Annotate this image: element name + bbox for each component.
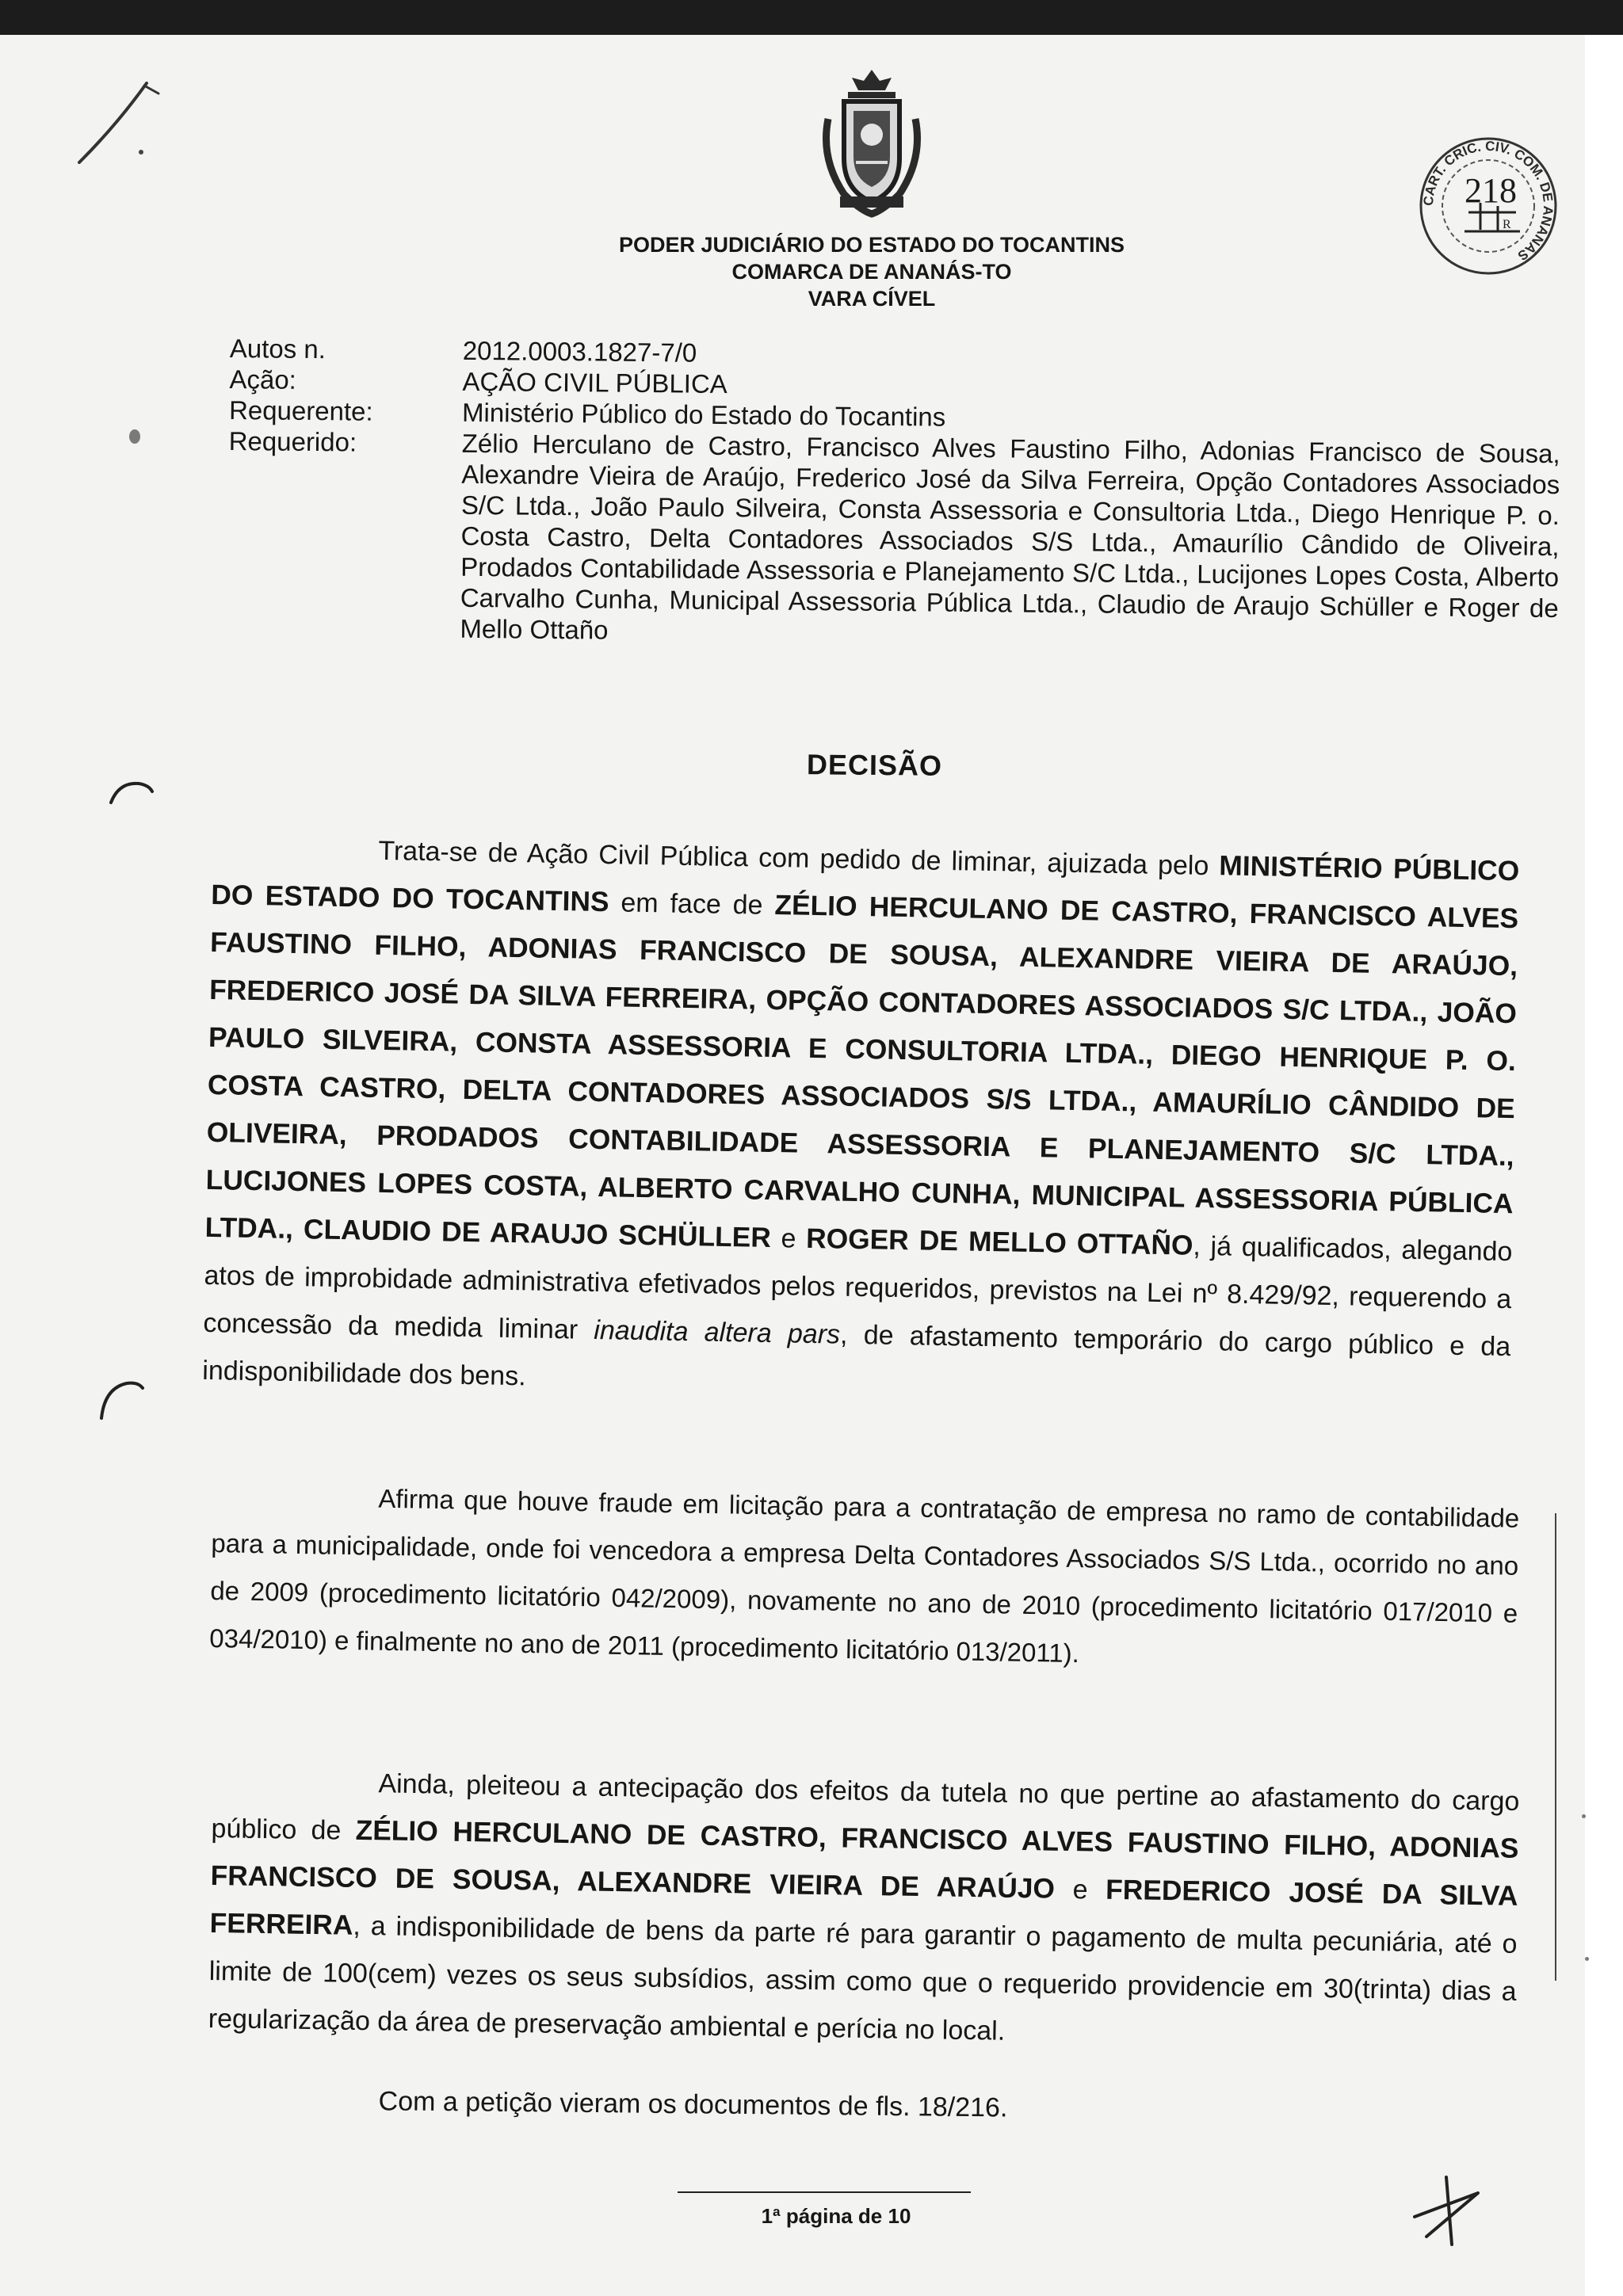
header-line-2: COMARCA DE ANANÁS-TO [731,260,1012,284]
handwritten-hook-mark [103,772,158,812]
stamp-ring-text: CART. CRIC. CIV. COM. DE ANANÁS [1420,138,1556,264]
paragraph-fraud-allegation [209,1472,1520,1685]
coat-of-arms-icon [812,63,931,222]
p3-last-defendant: FREDERICO JOSÉ DA SILVA FERREIRA [209,1874,1518,1941]
decision-title: DECISÃO [806,748,943,782]
scanner-right-margin [1585,35,1623,2296]
p1-text-3: e [770,1223,807,1254]
paragraph-injunction-request [208,1757,1519,2063]
handwritten-initial-signature [1403,2161,1490,2248]
scanner-top-border [0,0,1623,35]
p3-text-3: , a indisponibilidade de bens da parte ré para garantir o pagamento de multa pecuniária, até o limite de 100(cem) vezes os seus subsídios, assim como que o requerido providencie em 30(trinta) dias a regularização da área de preservação ambiental e perícia no local. [208,1910,1518,2046]
margin-vertical-line [1555,1513,1556,1981]
p1-text-1: Trata-se de Ação Civil Pública com pedido de liminar, ajuizada pelo [378,835,1220,882]
requerido-value: Zélio Herculano de Castro, Francisco Alves Faustino Filho, Adonias Francisco de Sousa, Alexandre Vieira de Araújo, Frederico José da Silva Ferreira, Opção Contadores Associados S/C Ltda., João Paulo Silveira, Consta Assessoria e Consultoria Ltda., Diego Henrique P. o. Costa Castro, Delta Contadores Associados S/S Ltda., Amaurílio Cândido de Oliveira, Prodados Contabilidade Assessoria e Planejamento S/C Ltda., Lucijones Lopes Costa, Alberto Carvalho Cunha, Municipal Assessoria Pública Ltda., Claudio de Araujo Schüller e Roger de Mello Ottaño [460,428,1560,645]
requerido-label: Requerido: [228,425,357,457]
acao-label: Ação: [229,364,297,395]
p1-last-defendant: ROGER DE MELLO OTTAÑO [805,1222,1193,1261]
requerente-value: Ministério Público do Estado do Tocantins [461,397,946,432]
margin-dot [1585,1957,1589,1961]
p3-text-2: e [1054,1874,1106,1905]
p1-text-4: , já qualificados, alegando atos de improbidade administrativa efetivados pelos requeridos, previstos na Lei nº 8.429/92, requerendo a concessão da medida liminar [203,1230,1513,1345]
footer-rule [678,2191,971,2193]
margin-dot [1582,1814,1586,1818]
p1-latin-term: inaudita altera pars [594,1314,841,1350]
stamp-initials: R [1503,218,1511,231]
autos-value: 2012.0003.1827-7/0 [462,335,697,368]
p1-plaintiff: MINISTÉRIO PÚBLICO DO ESTADO DO TOCANTINS [211,850,1520,918]
page-counter: 1ª página de 10 [761,2204,911,2228]
stamp-sheet-number: 218 [1465,171,1517,210]
registry-stamp [1409,127,1568,285]
requerente-label: Requerente: [228,395,373,426]
p1-text-2: em face de [609,887,775,921]
handwritten-hook-mark-2 [87,1369,151,1425]
p1-defendants: ZÉLIO HERCULANO DE CASTRO, FRANCISCO ALVES FAUSTINO FILHO, ADONIAS FRANCISCO DE SOUSA, ALEXANDRE VIEIRA DE ARAÚJO, FREDERICO JOSÉ DA SILVA FERREIRA, OPÇÃO CONTADORES ASSOCIADOS S/C LTDA., JOÃO PAULO SILVEIRA, CONSTA ASSESSORIA E CONSULTORIA LTDA., DIEGO HENRIQUE P. O. COSTA CASTRO, DELTA CONTADORES ASSOCIADOS S/S LTDA., AMAURÍLIO CÂNDIDO DE OLIVEIRA, PRODADOS CONTABILIDADE ASSESSORIA E PLANEJAMENTO S/C LTDA., LUCIJONES LOPES COSTA, ALBERTO CARVALHO CUNHA, MUNICIPAL ASSESSORIA PÚBLICA LTDA., CLAUDIO DE ARAUJO SCHÜLLER [204,890,1519,1254]
acao-value: AÇÃO CIVIL PÚBLICA [462,366,727,399]
p3-defendants: ZÉLIO HERCULANO DE CASTRO, FRANCISCO ALVES FAUSTINO FILHO, ADONIAS FRANCISCO DE SOUSA, ALEXANDRE VIEIRA DE ARAÚJO [210,1814,1519,1905]
header-line-1: PODER JUDICIÁRIO DO ESTADO DO TOCANTINS [618,233,1125,257]
p2-text: Afirma que houve fraude em licitação para a contratação de empresa no ramo de contabilidade para a municipalidade, onde foi vencedora a empresa Delta Contadores Associados S/S Ltda., ocorrido no ano de 2009 (procedimento licitatório 042/2009), novamente no ano de 2010 (procedimento licitatório 017/2010 e 034/2010) e finalmente no ano de 2011 (procedimento licitatório 013/2011). [209,1483,1520,1669]
autos-label: Autos n. [229,333,327,364]
paragraph-introduction [202,824,1520,1418]
header-line-3: VARA CÍVEL [808,287,936,311]
p3-text-1: Ainda, pleiteou a antecipação dos efeitos da tutela no que pertine ao afastamento do cargo público de [211,1768,1520,1846]
punch-hole-mark [129,429,140,444]
court-header [475,231,1268,312]
p1-text-5: , de afastamento temporário do cargo público e da indisponibilidade dos bens. [202,1319,1511,1392]
p4-text: Com a petição vieram os documentos de fls. 18/216. [378,2086,1008,2123]
case-metadata [227,333,1561,654]
handwritten-slash-mark [48,63,166,174]
